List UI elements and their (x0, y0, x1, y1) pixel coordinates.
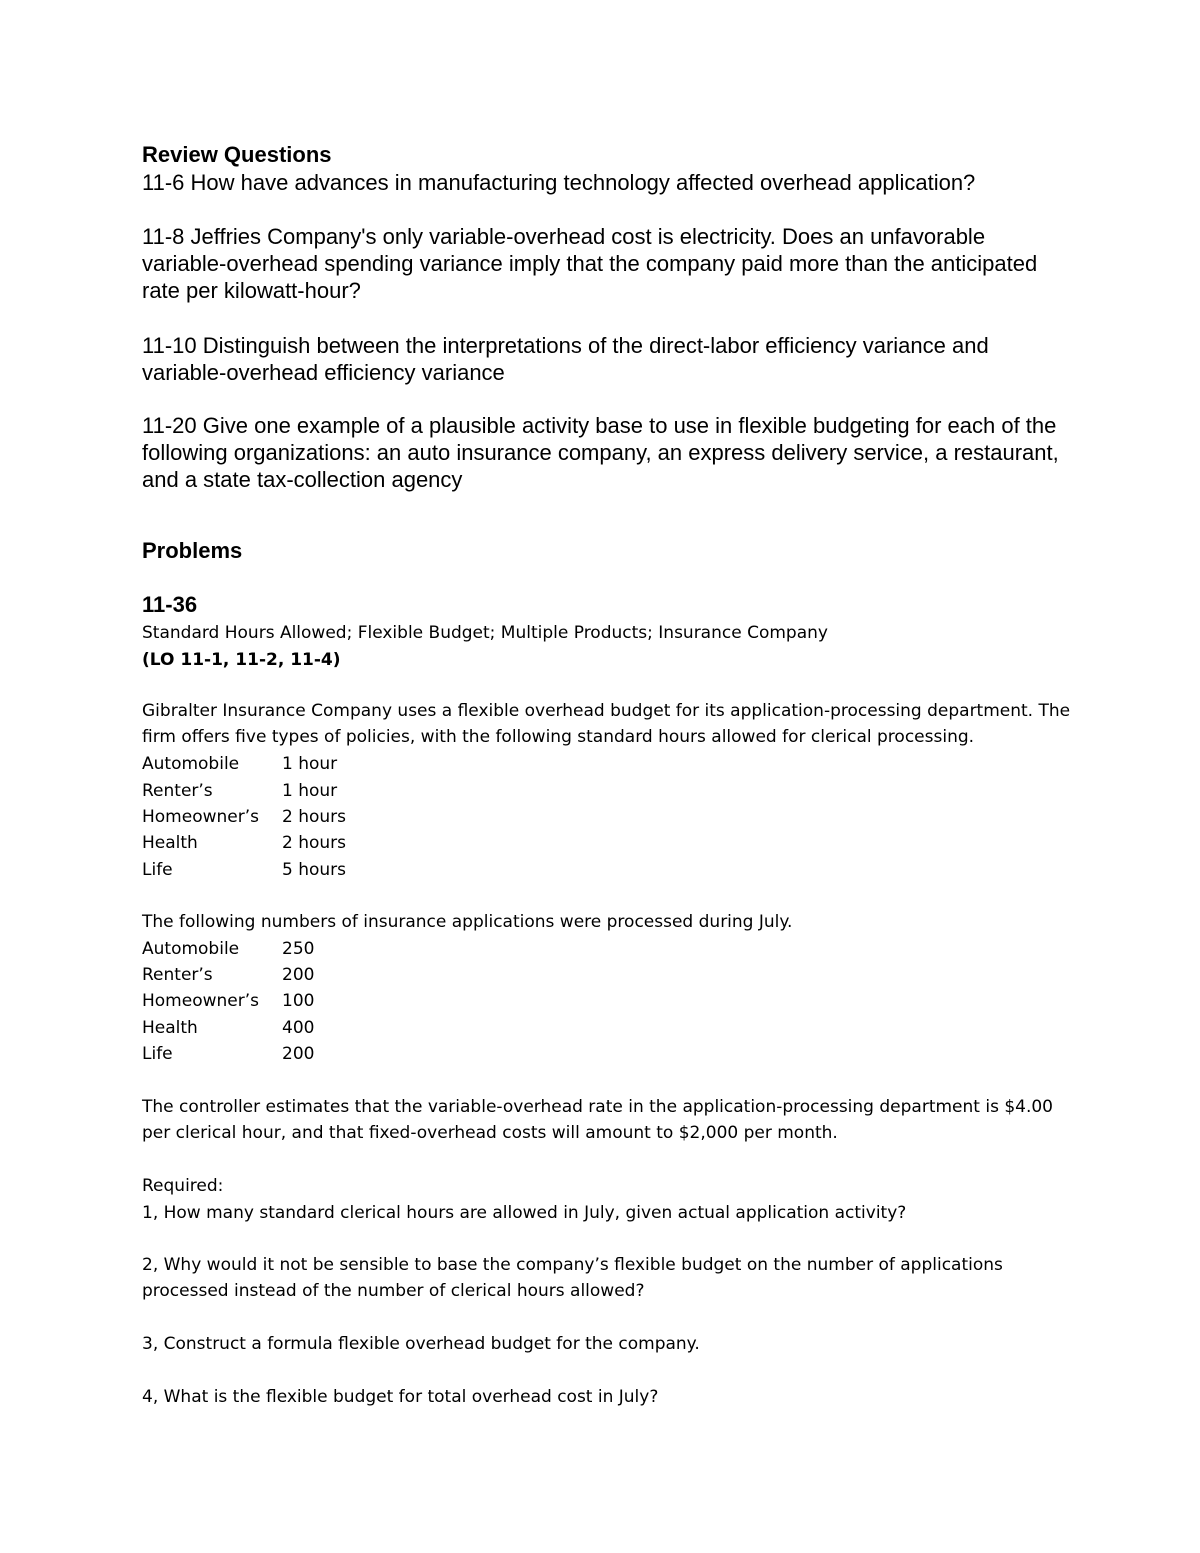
question-11-10: 11-10 Distinguish between the interpretations of the direct-labor efficiency variance and variable-overhead efficiency variance (142, 333, 989, 385)
problem-intro: Gibralter Insurance Company uses a flexible overhead budget for its application-processing department. The firm offers five types of policies, with the following standard hours allowed for clerical processing. (142, 701, 1071, 748)
required-label: Required: (142, 1176, 224, 1196)
hours-row (142, 857, 346, 883)
applications-row-label: Life (142, 1044, 173, 1064)
required-item-3: 3, Construct a formula flexible overhead budget for the company. (142, 1334, 700, 1354)
hours-row (142, 830, 346, 856)
applications-row (142, 988, 314, 1014)
applications-row-label: Renter’s (142, 965, 213, 985)
hours-row-label: Health (142, 833, 198, 853)
hours-row (142, 751, 337, 777)
hours-row-value: 2 hours (282, 833, 347, 853)
hours-row-label: Renter’s (142, 781, 213, 801)
applications-row-label: Homeowner’s (142, 991, 259, 1011)
applications-row-value: 400 (282, 1018, 315, 1038)
question-11-20: 11-20 Give one example of a plausible activity base to use in flexible budgeting for each of the following organizations: an auto insurance company, an express delivery service, a restaurant, and a state tax-collection agency (142, 413, 1059, 492)
required-item-2: 2, Why would it not be sensible to base the company’s flexible budget on the number of applications processed instead of the number of clerical hours allowed? (142, 1255, 1003, 1302)
applications-row (142, 962, 314, 988)
applications-row (142, 1015, 314, 1041)
problem-number: 11-36 (142, 592, 198, 617)
applications-row-label: Health (142, 1018, 198, 1038)
hours-row-label: Homeowner’s (142, 807, 259, 827)
applications-row (142, 1041, 314, 1067)
required-item-1: 1, How many standard clerical hours are allowed in July, given actual application activity? (142, 1203, 907, 1223)
hours-row (142, 778, 337, 804)
problems-heading: Problems (142, 538, 243, 563)
hours-row-value: 2 hours (282, 807, 347, 827)
required-item-4: 4, What is the flexible budget for total overhead cost in July? (142, 1387, 659, 1407)
hours-row-label: Automobile (142, 754, 240, 774)
applications-row-value: 200 (282, 1044, 315, 1064)
question-11-8: 11-8 Jeffries Company's only variable-overhead cost is electricity. Does an unfavorable variable-overhead spending variance imply that the company paid more than the anticipated rate per kilowatt-hour? (142, 224, 1038, 303)
applications-row (142, 936, 314, 962)
applications-row-value: 250 (282, 939, 315, 959)
applications-row-value: 200 (282, 965, 315, 985)
hours-row-label: Life (142, 860, 173, 880)
hours-row (142, 804, 346, 830)
hours-row-value: 1 hour (282, 754, 338, 774)
hours-row-value: 1 hour (282, 781, 338, 801)
applications-intro: The following numbers of insurance applications were processed during July. (142, 912, 793, 932)
applications-row-label: Automobile (142, 939, 240, 959)
hours-row-value: 5 hours (282, 860, 347, 880)
applications-row-value: 100 (282, 991, 315, 1011)
controller-estimate: The controller estimates that the variable-overhead rate in the application-processing department is $4.00 per clerical hour, and that fixed-overhead costs will amount to $2,000 per month. (142, 1097, 1054, 1144)
review-questions-heading: Review Questions (142, 142, 332, 167)
problem-subtitle: Standard Hours Allowed; Flexible Budget; Multiple Products; Insurance Company (142, 623, 828, 643)
question-11-6: 11-6 How have advances in manufacturing technology affected overhead application? (142, 170, 976, 195)
learning-objectives: (LO 11-1, 11-2, 11-4) (142, 650, 341, 670)
